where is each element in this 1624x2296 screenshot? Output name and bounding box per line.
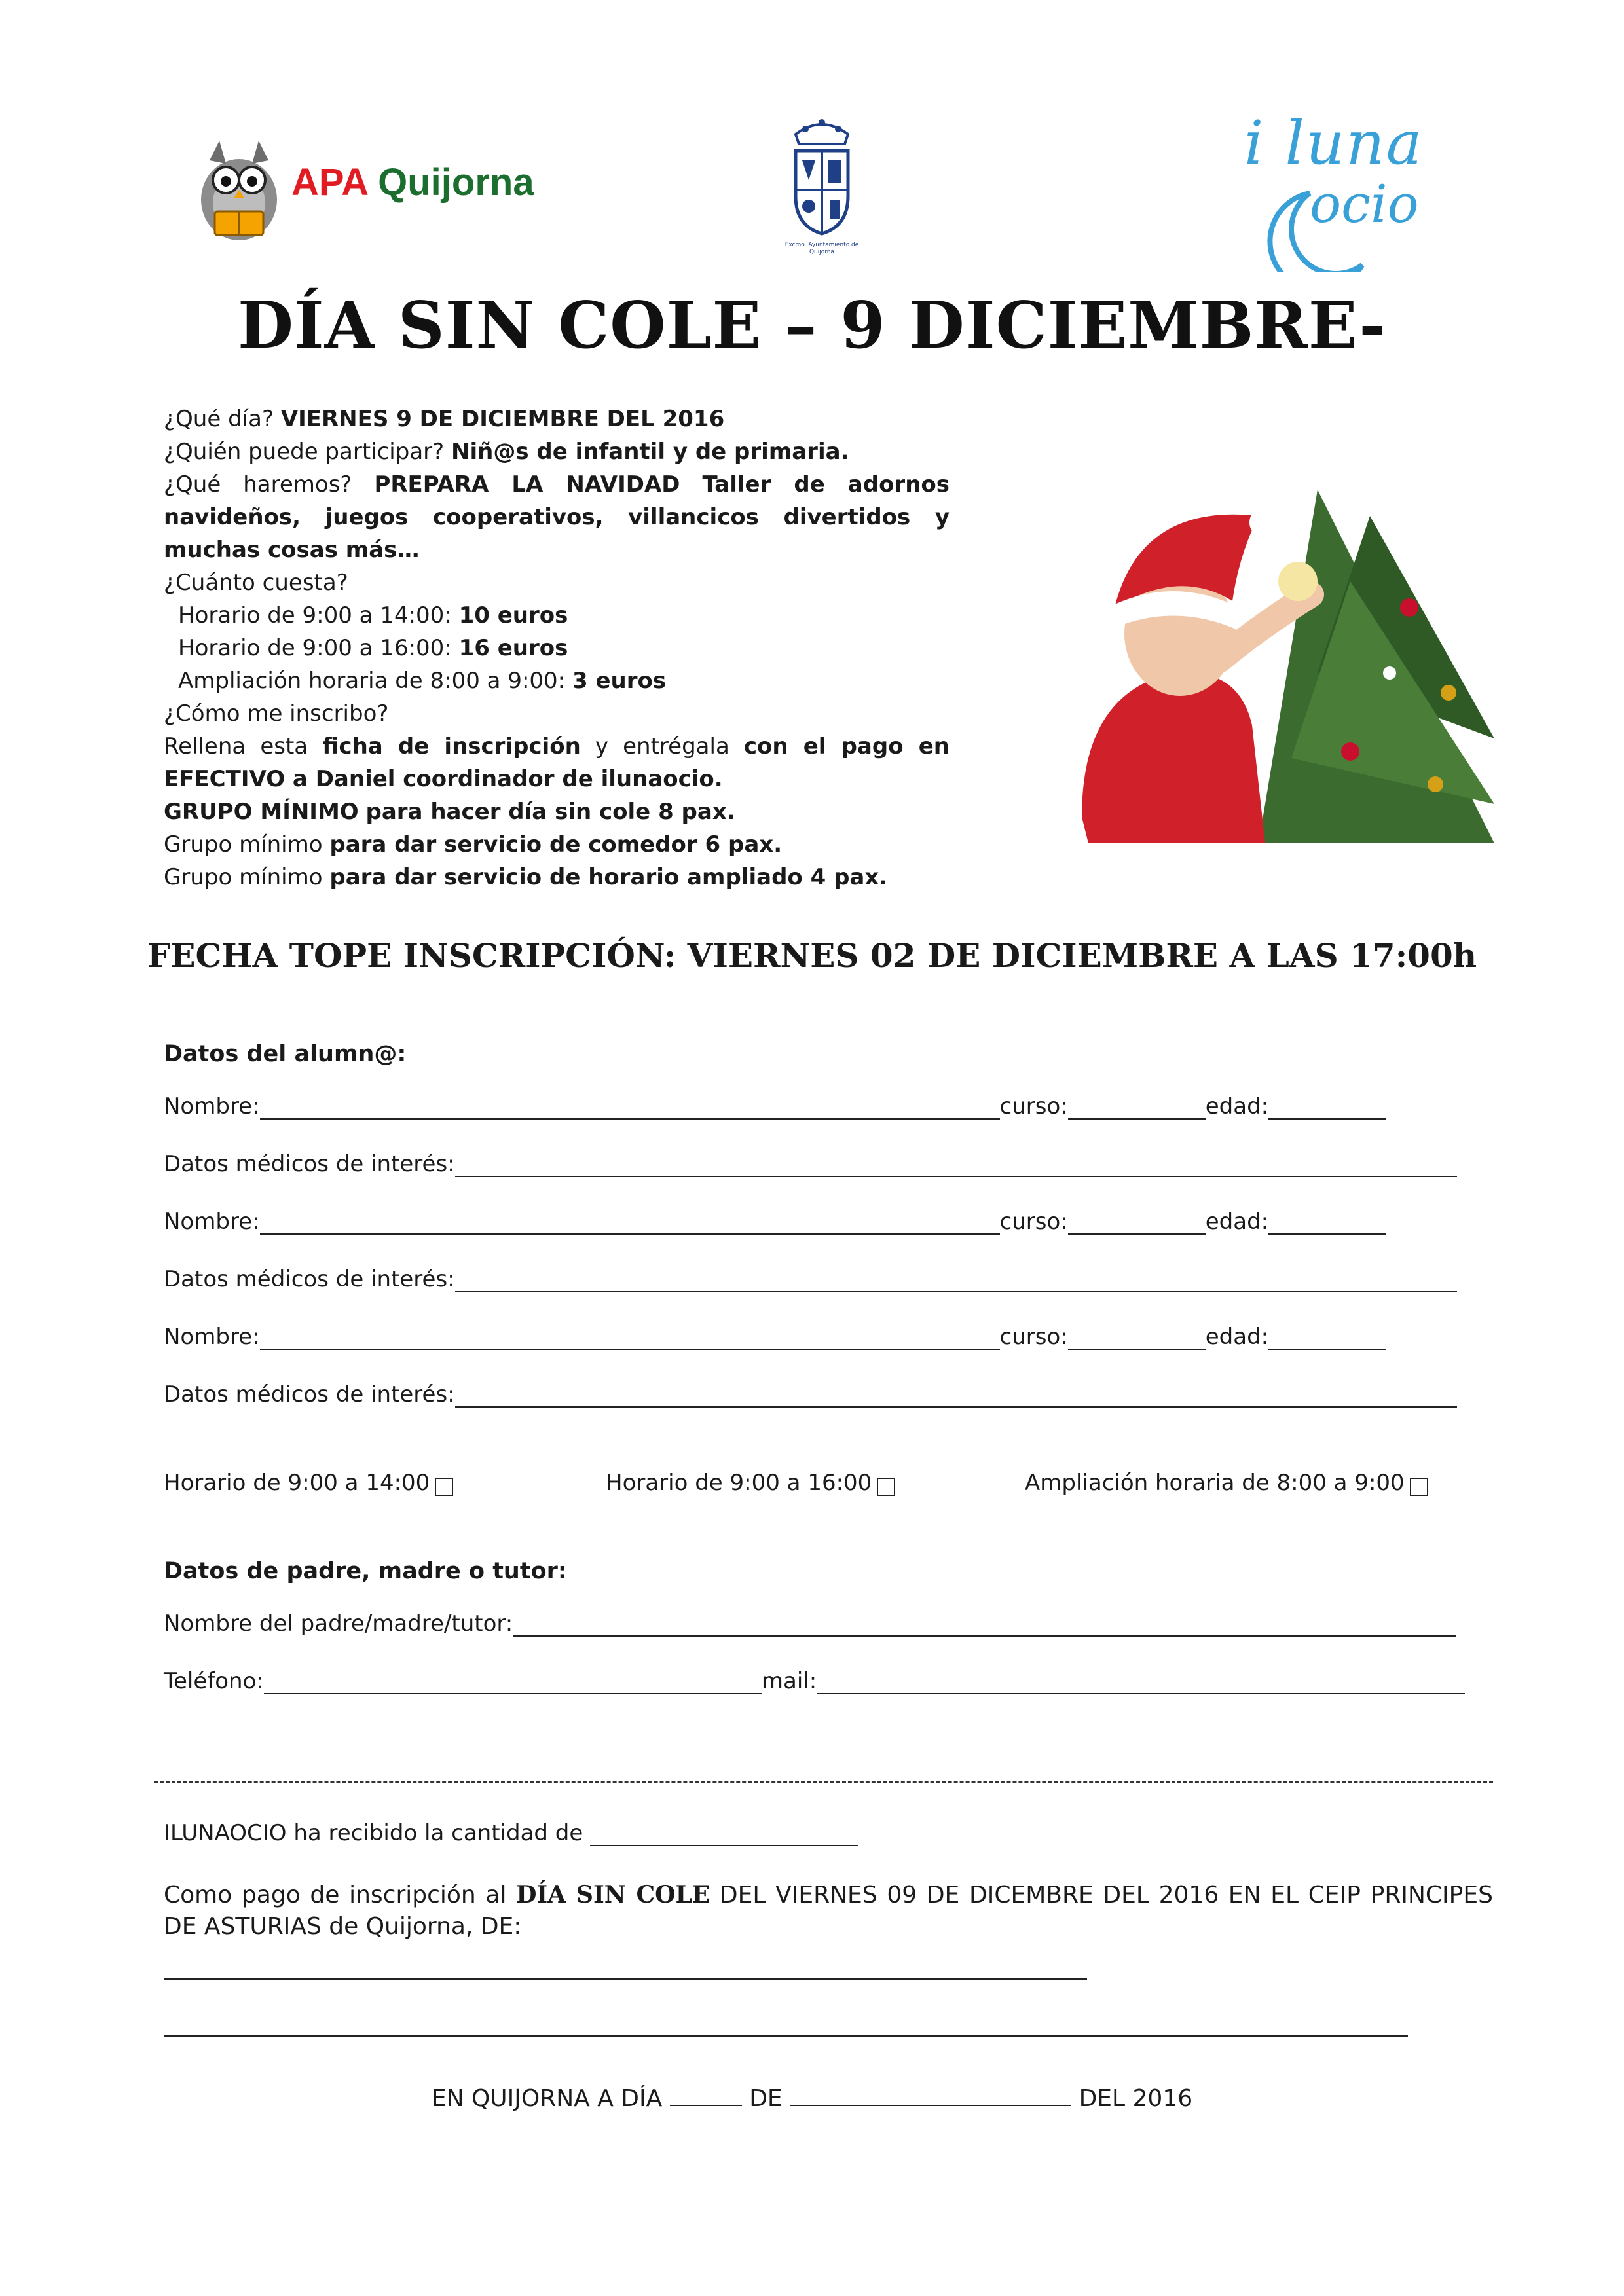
answer-what-highlight: PREPARA LA NAVIDAD <box>374 471 680 498</box>
footer-place: EN QUIJORNA A DÍA <box>431 2085 663 2112</box>
student-medical-row-1 <box>164 1151 1457 1177</box>
apa-logo-prefix: APA <box>291 161 367 204</box>
price-1-label: Horario de 9:00 a 14:00: <box>178 602 452 629</box>
child-christmas-tree-photo <box>1043 477 1494 843</box>
receipt-para-event: DÍA SIN COLE <box>516 1881 710 1908</box>
parent-name-row <box>164 1611 1456 1637</box>
crest-caption: Excmo. Ayuntamiento de Quijorna <box>784 242 859 255</box>
parent-name-label: Nombre del padre/madre/tutor: <box>164 1611 513 1637</box>
receipt-amount-row <box>164 1820 858 1846</box>
student-row-3 <box>164 1324 1386 1350</box>
question-cost: ¿Cuánto cuesta? <box>164 570 348 596</box>
price-2-value: 16 euros <box>458 635 568 661</box>
student-medical-label: Datos médicos de interés: <box>164 1151 455 1177</box>
schedule-option-1-label: Horario de 9:00 a 14:00 <box>164 1470 430 1496</box>
receipt-received-text: ILUNAOCIO ha recibido la cantidad de <box>164 1820 583 1846</box>
min-group-2-label: Grupo mínimo <box>164 831 323 858</box>
student-row-1 <box>164 1093 1386 1120</box>
question-day: ¿Qué día? <box>164 406 274 432</box>
question-signup: ¿Cómo me inscribo? <box>164 701 389 727</box>
min-group-1-text: para hacer día sin cole 8 pax. <box>365 799 735 825</box>
student-medical-field[interactable] <box>455 1384 1457 1408</box>
parent-contact-row <box>164 1668 1465 1694</box>
footer-year: DEL 2016 <box>1079 2085 1193 2112</box>
student-medical-field[interactable] <box>455 1269 1457 1292</box>
parent-phone-label: Teléfono: <box>164 1668 264 1694</box>
student-name-field[interactable] <box>260 1326 1000 1350</box>
schedule-option-3-checkbox[interactable] <box>1410 1478 1428 1496</box>
iluna-ocio-logo <box>1231 108 1441 272</box>
apa-logo-text <box>291 160 534 204</box>
signup-4: con el pago en EFECTIVO a Daniel coordinador de ilunaocio. <box>164 733 950 792</box>
student-row-2 <box>164 1209 1386 1235</box>
receipt-para-start: Como pago de inscripción al <box>164 1882 507 1908</box>
min-group-1-title: GRUPO MÍNIMO <box>164 799 359 825</box>
student-name-label: Nombre: <box>164 1093 260 1120</box>
student-name-label: Nombre: <box>164 1209 260 1235</box>
student-age-field[interactable] <box>1268 1211 1386 1235</box>
signup-1: Rellena esta <box>164 733 308 759</box>
deadline-banner: FECHA TOPE INSCRIPCIÓN: VIERNES 02 DE DICIEMBRE A LAS 17:00h <box>147 936 1477 975</box>
parent-section-title: Datos de padre, madre o tutor: <box>164 1558 567 1584</box>
parent-mail-field[interactable] <box>817 1671 1465 1694</box>
luna-logo-text: i luna <box>1244 108 1424 178</box>
student-age-label: edad: <box>1205 1324 1269 1350</box>
student-age-field[interactable] <box>1268 1096 1386 1120</box>
student-age-label: edad: <box>1205 1209 1269 1235</box>
student-course-label: curso: <box>999 1324 1068 1350</box>
parent-name-field[interactable] <box>513 1613 1456 1637</box>
schedule-option-2 <box>606 1470 895 1496</box>
min-group-2-text: para dar servicio de comedor 6 pax. <box>329 831 783 858</box>
answer-who: Niñ@s de infantil y de primaria. <box>451 439 849 465</box>
student-age-label: edad: <box>1205 1093 1269 1120</box>
student-medical-field[interactable] <box>455 1154 1457 1177</box>
cut-line <box>154 1781 1493 1783</box>
ocio-logo-text: ocio <box>1310 173 1419 234</box>
student-section-title: Datos del alumn@: <box>164 1041 407 1067</box>
receipt-paragraph <box>164 1879 1493 1942</box>
parent-phone-field[interactable] <box>264 1671 762 1694</box>
student-course-field[interactable] <box>1068 1326 1206 1350</box>
min-group-3-text: para dar servicio de horario ampliado 4 pax. <box>329 864 888 890</box>
schedule-option-1-checkbox[interactable] <box>435 1478 453 1496</box>
student-name-field[interactable] <box>260 1096 1000 1120</box>
price-2-label: Horario de 9:00 a 16:00: <box>178 635 452 661</box>
schedule-option-3 <box>1025 1470 1428 1496</box>
parent-mail-label: mail: <box>761 1668 817 1694</box>
signature-date-line <box>0 2085 1624 2112</box>
apa-logo-name: Quijorna <box>378 161 534 204</box>
receipt-para-end: DEL VIERNES 09 DE DICEMBRE DEL 2016 EN EL CEIP PRINCIPES DE ASTURIAS de Quijorna, DE: <box>164 1882 1493 1940</box>
schedule-option-1 <box>164 1470 453 1496</box>
price-1-value: 10 euros <box>458 602 568 629</box>
signup-2: ficha de inscripción <box>322 733 581 759</box>
student-name-field[interactable] <box>260 1211 1000 1235</box>
price-3-value: 3 euros <box>572 668 667 694</box>
receipt-payer-field-2[interactable] <box>164 2013 1408 2037</box>
schedule-option-3-label: Ampliación horaria de 8:00 a 9:00 <box>1025 1470 1405 1496</box>
schedule-option-2-checkbox[interactable] <box>877 1478 895 1496</box>
page-title: DÍA SIN COLE – 9 DICIEMBRE- <box>237 288 1387 363</box>
student-medical-label: Datos médicos de interés: <box>164 1266 455 1292</box>
footer-de: DE <box>749 2085 783 2112</box>
schedule-option-2-label: Horario de 9:00 a 16:00 <box>606 1470 872 1496</box>
footer-day-field[interactable] <box>670 2085 742 2106</box>
student-medical-label: Datos médicos de interés: <box>164 1381 455 1408</box>
student-age-field[interactable] <box>1268 1326 1386 1350</box>
crest-icon <box>779 115 864 239</box>
receipt-amount-field[interactable] <box>590 1823 858 1846</box>
signup-3: y entrégala <box>595 733 729 759</box>
student-medical-row-2 <box>164 1266 1457 1292</box>
student-course-label: curso: <box>999 1209 1068 1235</box>
price-3-label: Ampliación horaria de 8:00 a 9:00: <box>178 668 566 694</box>
receipt-payer-field-1[interactable] <box>164 1956 1087 1980</box>
footer-month-field[interactable] <box>790 2085 1071 2106</box>
min-group-3-label: Grupo mínimo <box>164 864 323 890</box>
student-course-field[interactable] <box>1068 1096 1206 1120</box>
answer-what: Taller de adornos navideños, juegos cooperativos, villancicos divertidos y muchas cosas más… <box>164 471 950 563</box>
student-medical-row-3 <box>164 1381 1457 1408</box>
event-info <box>164 403 950 894</box>
answer-day: VIERNES 9 DE DICIEMBRE DEL 2016 <box>280 406 725 432</box>
owl-icon <box>190 134 288 246</box>
student-name-label: Nombre: <box>164 1324 260 1350</box>
municipal-crest <box>779 115 864 259</box>
student-course-field[interactable] <box>1068 1211 1206 1235</box>
apa-quijorna-logo <box>190 134 534 246</box>
question-who: ¿Quién puede participar? <box>164 439 445 465</box>
question-what: ¿Qué haremos? <box>164 471 352 498</box>
student-course-label: curso: <box>999 1093 1068 1120</box>
